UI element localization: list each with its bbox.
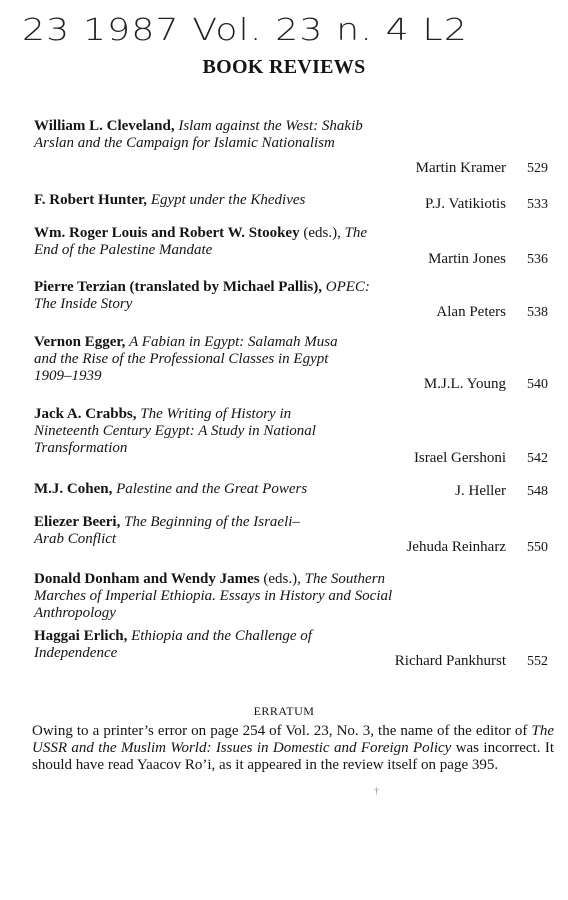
review-eds: (eds.), xyxy=(263,571,301,587)
review-book-title: Egypt under the Khedives xyxy=(150,192,306,208)
review-reviewer: Richard Pankhurst xyxy=(394,653,506,669)
review-author: William L. Cleveland, xyxy=(34,118,175,134)
review-entry xyxy=(34,334,554,392)
review-author: Eliezer Beeri, xyxy=(34,514,121,530)
review-page-number: 538 xyxy=(527,305,548,320)
review-reviewer: P.J. Vatikiotis xyxy=(425,196,506,212)
erratum-text-part: was incorrect. It should have read Yaacov Ro’i, as it appeared in the review itself on page 395. xyxy=(32,740,554,773)
stray-mark-icon: † xyxy=(374,786,379,797)
review-book-title: A Fabian in Egypt: Salamah Musa and the Rise of the Professional Classes in Egypt 1909–1939 xyxy=(34,334,338,384)
review-reviewer: Israel Gershoni xyxy=(413,450,506,466)
review-entry xyxy=(34,279,554,320)
erratum-book-title: The USSR and the Muslim World: Issues in Domestic and Foreign Policy xyxy=(32,723,554,756)
review-book-title: The Beginning of the Israeli–Arab Conflict xyxy=(34,514,300,547)
review-eds: (eds.), xyxy=(303,225,341,241)
review-entry xyxy=(34,118,554,176)
review-page-number: 529 xyxy=(527,161,548,176)
review-book-title: Palestine and the Great Powers xyxy=(116,481,308,497)
review-author: Jack A. Crabbs, xyxy=(34,406,137,422)
review-entry xyxy=(34,571,554,622)
erratum-heading: ERRATUM xyxy=(253,704,315,718)
erratum-text-part: Owing to a printer’s error on page 254 of Vol. 23, No. 3, the name of the editor of xyxy=(32,723,532,739)
section-title: BOOK REVIEWS xyxy=(202,56,366,78)
review-book-title: Islam against the West: Shakib Arslan and the Campaign for Islamic Nationalism xyxy=(34,118,363,151)
review-entry xyxy=(34,192,554,212)
review-page-number: 540 xyxy=(527,377,548,392)
handwritten-note: 23 1987 Vol. 23 n. 4 L2 xyxy=(22,13,468,48)
review-book-title: The End of the Palestine Mandate xyxy=(34,225,368,258)
review-page-number: 536 xyxy=(527,252,548,267)
review-author: Vernon Egger, xyxy=(34,334,126,350)
review-book-title: The Southern Marches of Imperial Ethiopia. Essays in History and Social Anthropology xyxy=(34,571,393,621)
review-entry xyxy=(34,514,554,555)
review-author: Donald Donham and Wendy James xyxy=(34,571,260,587)
review-page-number: 542 xyxy=(527,451,548,466)
erratum-text xyxy=(32,723,554,774)
review-book-title: Ethiopia and the Challenge of Independence xyxy=(34,628,312,661)
review-reviewer: Martin Kramer xyxy=(415,160,506,176)
review-reviewer: J. Heller xyxy=(455,483,506,499)
review-entry xyxy=(34,481,554,498)
review-reviewer: Martin Jones xyxy=(428,251,506,267)
review-page-number: 548 xyxy=(527,484,548,499)
review-page-number: 552 xyxy=(527,654,548,669)
review-author: Haggai Erlich, xyxy=(34,628,128,644)
review-author: F. Robert Hunter, xyxy=(34,192,148,208)
review-reviewer: Alan Peters xyxy=(436,304,506,320)
review-book-title: OPEC: The Inside Story xyxy=(34,279,370,312)
review-author: Wm. Roger Louis and Robert W. Stookey xyxy=(34,225,300,241)
review-author: Pierre Terzian (translated by Michael Pallis), xyxy=(34,279,323,295)
handwritten-annotation xyxy=(22,4,562,56)
review-entry xyxy=(34,225,554,267)
review-entry xyxy=(34,406,554,466)
review-book-title: The Writing of History in Nineteenth Century Egypt: A Study in National Transformation xyxy=(34,406,316,456)
review-author: M.J. Cohen, xyxy=(34,481,113,497)
review-entry xyxy=(34,628,554,669)
review-reviewer: Jehuda Reinharz xyxy=(406,539,506,555)
review-reviewer: M.J.L. Young xyxy=(423,376,506,392)
review-page-number: 550 xyxy=(527,540,548,555)
review-page-number: 533 xyxy=(527,197,548,212)
